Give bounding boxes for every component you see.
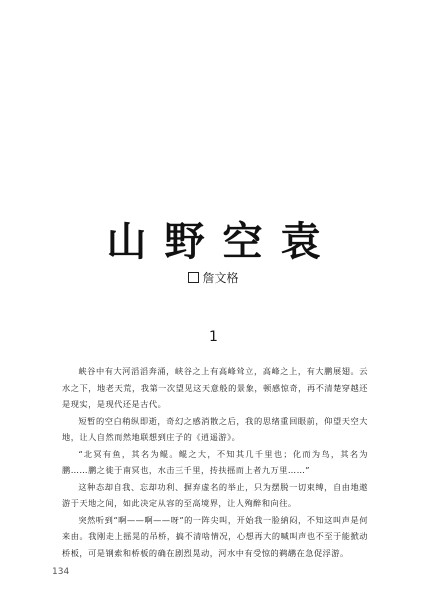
square-bullet-icon bbox=[188, 272, 199, 283]
article-body bbox=[62, 363, 368, 561]
paragraph: “北冥有鱼，其名为鲲。鲲之大，不知其几千里也；化而为鸟，其名为鹏……鹏之徙于南冥也，水击三千里，抟扶摇而上者九万里……” bbox=[62, 448, 368, 475]
page-number: 134 bbox=[52, 567, 70, 577]
paragraph: 短暂的空白稍纵即逝，奇幻之感消散之后，我的思绪重回眼前，仰望天空大地，让人自然而然地联想到庄子的《逍遥游》。 bbox=[62, 415, 368, 442]
author-name: 詹文格 bbox=[202, 271, 239, 285]
paragraph: 突然听到“啊——啊——呀”的一阵尖叫，开始我一脸納闷，不知这叫声是何来由。我刚走上摇晃的吊桥，搞不清啥情况，心想再大的喊叫声也不至于能掀动桥板，可是钢索和桥板的确在剧烈晃动，河水中有受惊的鹈鹕在急促浮游。 bbox=[62, 514, 368, 558]
author-byline bbox=[0, 271, 427, 285]
paragraph: 峡谷中有大河滔滔奔涌，峡谷之上有高峰耸立，高峰之上，有大鹏展翅。云水之下，地老天荒，我第一次望见这天意般的景象，顿感惊奇，再不清楚穿越还是现实，是现代还是古代。 bbox=[62, 366, 368, 409]
paragraph: 这种态却自我、忘却功利、摒弃虚名的举止，只为摆脱一切束缚，自由地遨游于天地之间，如此决定从容的至高境界，让人殉醉和向往。 bbox=[62, 481, 368, 508]
section-number: 1 bbox=[209, 329, 218, 345]
article-title: 山野空袁 bbox=[106, 218, 339, 265]
